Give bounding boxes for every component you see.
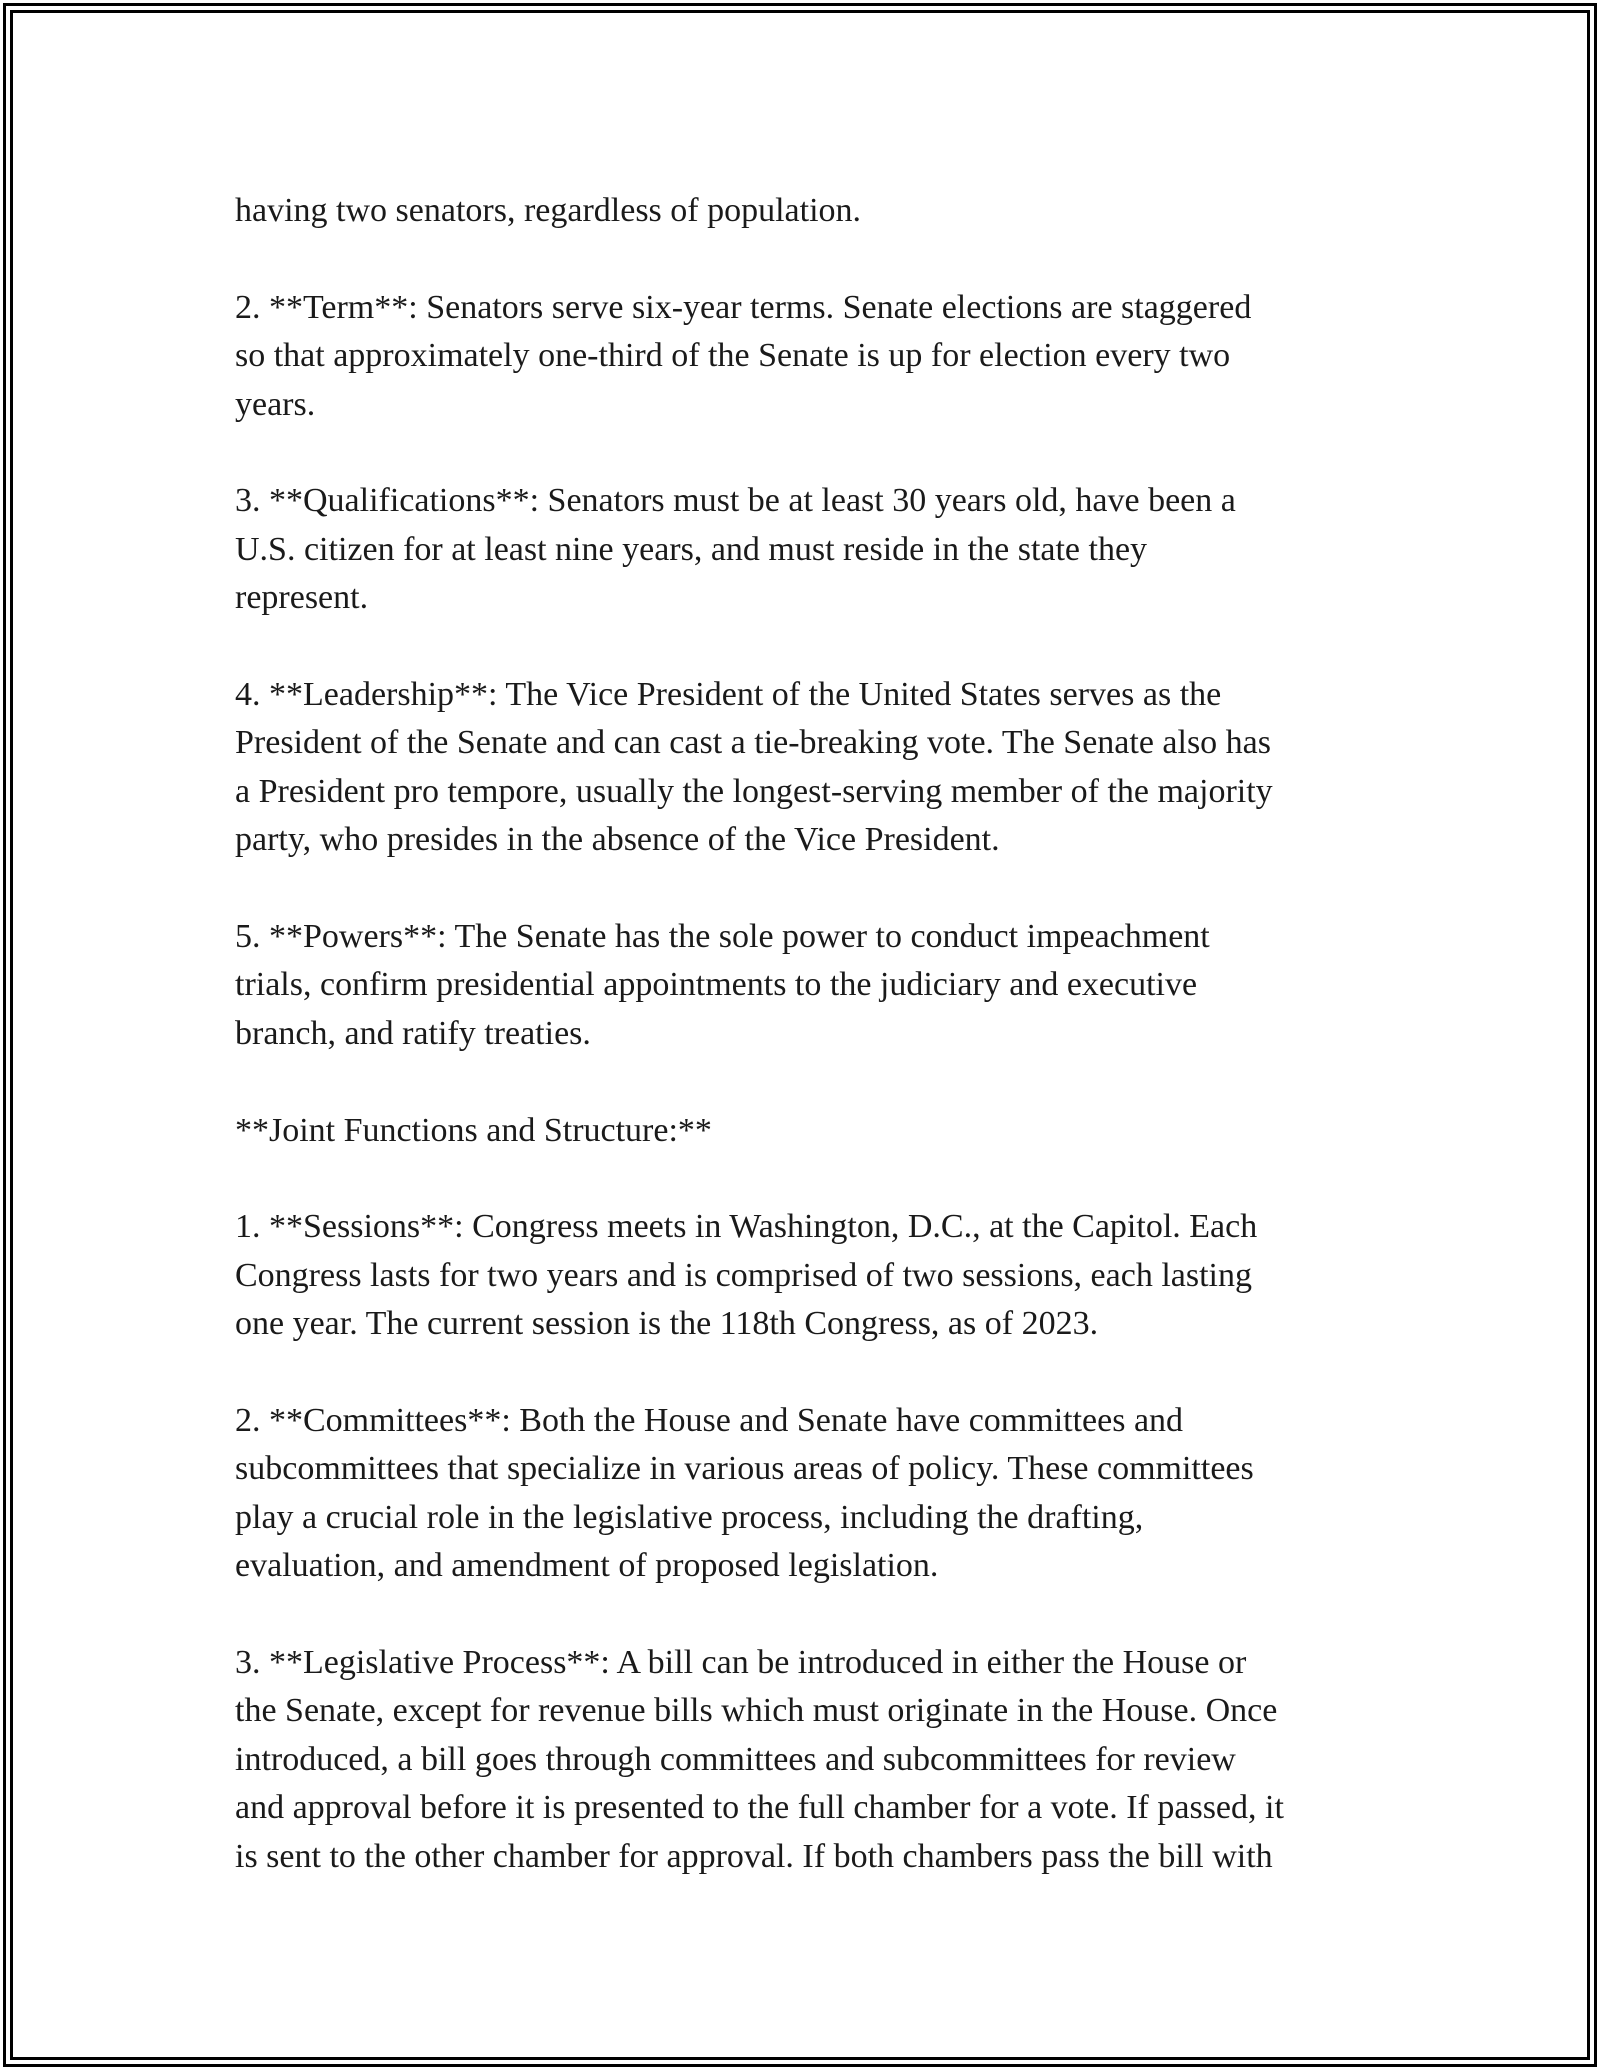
paragraph-senate-representation: having two senators, regardless of population. (235, 192, 862, 229)
document-body (235, 187, 1375, 1881)
paragraph-term: 2. **Term**: Senators serve six-year terms. Senate elections are staggered so that approximately one-third of the Senate is up for election every two years. (235, 288, 1252, 423)
paragraph-powers: 5. **Powers**: The Senate has the sole power to conduct impeachment trials, confirm presidential appointments to the judiciary and executive branch, and ratify treaties. (235, 918, 1210, 1052)
paragraph-qualifications: 3. **Qualifications**: Senators must be at least 30 years old, have been a U.S. citizen for at least nine years, and must reside in the state they represent. (235, 482, 1236, 617)
paragraph-sessions: 1. **Sessions**: Congress meets in Washington, D.C., at the Capitol. Each Congress lasts for two years and is comprised of two sessions, each lasting one year. The current session is the 118th Congress, as of 2023. (235, 1208, 1258, 1343)
paragraph-committees: 2. **Committees**: Both the House and Senate have committees and subcommittees that specialize in various areas of policy. These committees play a crucial role in the legislative process, including the drafting, evaluation, and amendment of proposed legislation. (235, 1402, 1254, 1585)
paragraph-leadership: 4. **Leadership**: The Vice President of the United States serves as the President of the Senate and can cast a tie-breaking vote. The Senate also has a President pro tempore, usually the longest-serving member of the majority party, who presides in the absence of the Vice President. (235, 676, 1273, 859)
section-heading-joint-functions: **Joint Functions and Structure:** (235, 1111, 712, 1149)
paragraph-legislative-process: 3. **Legislative Process**: A bill can be introduced in either the House or the Senate, except for revenue bills which must originate in the House. Once introduced, a bill goes through committees and subcommittees for review and approval before it is presented to the full chamber for a vote. If passed, it is sent to the other chamber for approval. If both chambers pass the bill with (235, 1644, 1284, 1875)
